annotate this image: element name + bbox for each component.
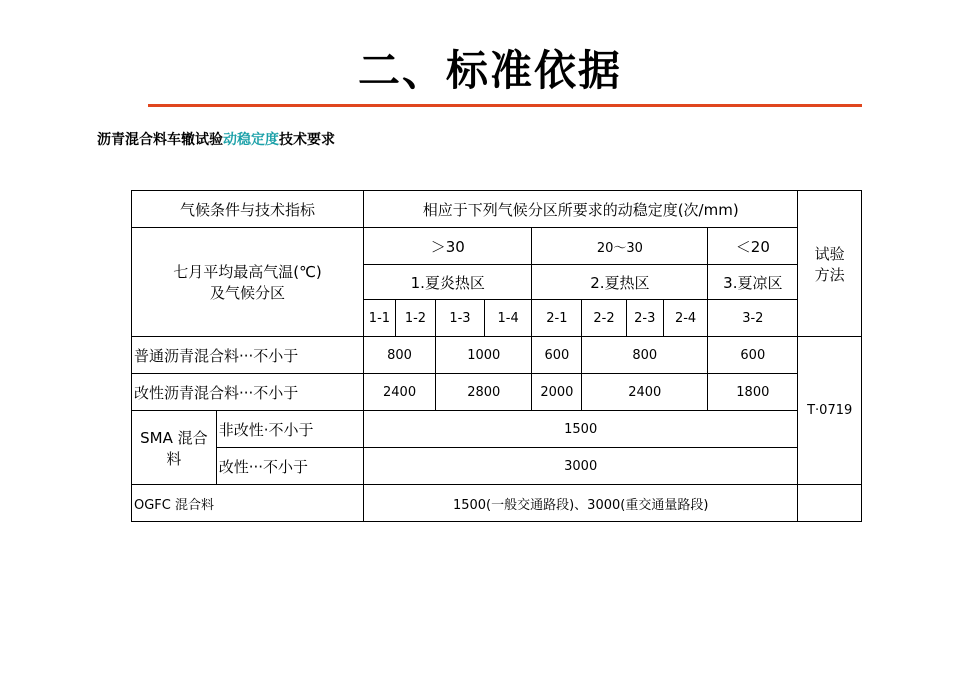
value-cell: 800 — [582, 337, 708, 374]
sub-zone: 2-3 — [626, 300, 663, 337]
stability-requirements-table — [131, 190, 862, 522]
value-cell: 600 — [532, 337, 582, 374]
value-cell: 2800 — [436, 374, 532, 411]
subtitle — [97, 129, 335, 149]
zone-3: 3.夏凉区 — [708, 265, 798, 300]
empty-cell — [798, 485, 862, 522]
header-temp-line1: 七月平均最高气温(℃) — [173, 263, 322, 281]
row-label-sma — [132, 411, 217, 485]
header-temp-line2: 及气候分区 — [210, 284, 286, 302]
sub-zone: 1-4 — [484, 300, 532, 337]
value-cell: 1000 — [436, 337, 532, 374]
header-temperature — [132, 228, 364, 337]
test-method-value: T·0719 — [798, 337, 862, 485]
table-row — [132, 411, 862, 448]
row-label-ordinary: 普通沥青混合料···不小于 — [132, 337, 364, 374]
table-row — [132, 448, 862, 485]
temp-range-1: ＞30 — [364, 228, 532, 265]
sub-zone: 2-2 — [582, 300, 626, 337]
row-label-sma-modified: 改性···不小于 — [216, 448, 363, 485]
sub-zone: 3-2 — [708, 300, 798, 337]
temp-range-3: ＜20 — [708, 228, 798, 265]
value-cell: 600 — [708, 337, 798, 374]
table-row — [132, 228, 862, 265]
sma-label-line2: 料 — [166, 449, 182, 468]
value-cell: 1800 — [708, 374, 798, 411]
sub-zone: 2-4 — [663, 300, 707, 337]
value-cell: 1500(一般交通路段)、3000(重交通量路段) — [364, 485, 798, 522]
sub-zone: 1-2 — [395, 300, 435, 337]
temp-range-2: 20～30 — [532, 228, 708, 265]
zone-1: 1.夏炎热区 — [364, 265, 532, 300]
header-test-method — [798, 191, 862, 337]
sub-zone: 2-1 — [532, 300, 582, 337]
header-method-line2: 方法 — [814, 265, 845, 284]
value-cell: 800 — [364, 337, 436, 374]
value-cell: 2400 — [364, 374, 436, 411]
row-label-sma-unmodified: 非改性·不小于 — [216, 411, 363, 448]
subtitle-suffix: 技术要求 — [279, 132, 335, 148]
table-row — [132, 485, 862, 522]
value-cell: 3000 — [364, 448, 798, 485]
table-row — [132, 191, 862, 228]
header-requirement: 相应于下列气候分区所要求的动稳定度(次/mm) — [364, 191, 798, 228]
subtitle-highlight: 动稳定度 — [223, 132, 279, 148]
header-indicator: 气候条件与技术指标 — [132, 191, 364, 228]
table-row — [132, 337, 862, 374]
sub-zone: 1-1 — [364, 300, 396, 337]
sub-zone: 1-3 — [436, 300, 485, 337]
value-cell: 2000 — [532, 374, 582, 411]
header-method-line1: 试验 — [814, 244, 845, 263]
zone-2: 2.夏热区 — [532, 265, 708, 300]
value-cell: 2400 — [582, 374, 708, 411]
row-label-ogfc: OGFC 混合料 — [132, 485, 364, 522]
table-row — [132, 374, 862, 411]
subtitle-prefix: 沥青混合料车辙试验 — [97, 132, 223, 148]
value-cell: 1500 — [364, 411, 798, 448]
sma-label-line1: SMA 混合 — [140, 428, 208, 447]
title-underline — [148, 104, 862, 107]
row-label-modified: 改性沥青混合料···不小于 — [132, 374, 364, 411]
page-title: 二、标准依据 — [357, 46, 622, 95]
